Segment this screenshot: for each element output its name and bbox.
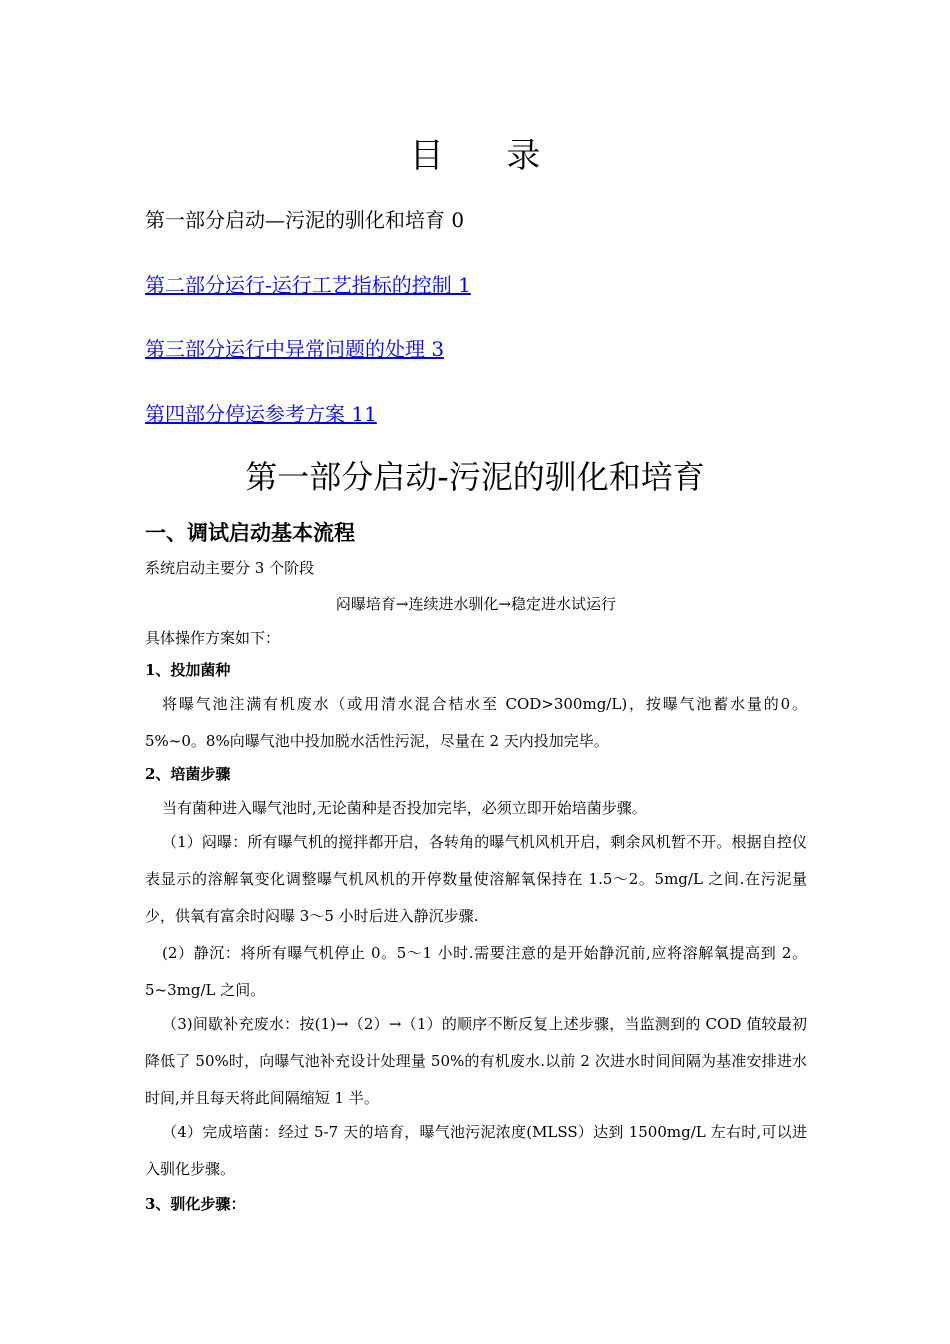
step3-heading: 3、驯化步骤：	[145, 1195, 246, 1213]
part1-heading: 第一部分启动-污泥的驯化和培育	[245, 458, 705, 496]
step2-sub3-text: （3)间歇补充废水：按(1)→（2）→（1）的顺序不断反复上述步骤，当监测到的 COD 值较最初降低了 50%时，向曝气池补充设计处理量 50%的有机废水.以前 2 次进水时间间隔为基准安排进水时间,并且每天将此间隔缩短 1 半。	[145, 1015, 807, 1107]
toc-link-part3[interactable]: 第三部分运行中异常问题的处理 3	[145, 337, 445, 361]
toc-item-part1: 第一部分启动—污泥的驯化和培育 0	[145, 208, 465, 232]
step2-text: 当有菌种进入曝气池时,无论菌种是否投加完毕，必须立即开始培菌步骤。	[162, 799, 647, 817]
intro-text: 系统启动主要分 3 个阶段	[145, 559, 315, 577]
toc-link-part2[interactable]: 第二部分运行-运行工艺指标的控制 1	[145, 273, 471, 297]
toc-link-part4[interactable]: 第四部分停运参考方案 11	[145, 402, 377, 426]
step1-text: 将曝气池注满有机废水（或用清水混合桔水至 COD>300mg/L)，按曝气池蓄水量的0。5%~0。8%向曝气池中投加脱水活性污泥，尽量在 2 天内投加完毕。	[145, 695, 807, 750]
plan-intro-text: 具体操作方案如下：	[145, 629, 281, 647]
step2-sub4-text: （4）完成培菌：经过 5-7 天的培育，曝气池污泥浓度(MLSS）达到 1500mg/L 左右时,可以进入驯化步骤。	[145, 1123, 807, 1178]
step2-sub2-text: (2）静沉：将所有曝气机停止 0。5～1 小时.需要注意的是开始静沉前,应将溶解氧提高到 2。5~3mg/L 之间。	[145, 944, 807, 999]
step1-heading: 1、投加菌种	[145, 661, 231, 679]
section1-heading: 一、调试启动基本流程	[145, 521, 355, 545]
flow-text: 闷曝培育→连续进水驯化→稳定进水试运行	[335, 595, 617, 613]
step2-sub1-text: （1）闷曝：所有曝气机的搅拌都开启，各转角的曝气机风机开启，剩余风机暂不开。根据自控仪表显示的溶解氧变化调整曝气机风机的开停数量使溶解氧保持在 1.5～2。5mg/L 之间.在污泥量少，供氧有富余时闷曝 3～5 小时后进入静沉步骤.	[145, 833, 807, 925]
step2-heading: 2、培菌步骤	[145, 765, 231, 783]
toc-title: 目 录	[409, 136, 567, 176]
